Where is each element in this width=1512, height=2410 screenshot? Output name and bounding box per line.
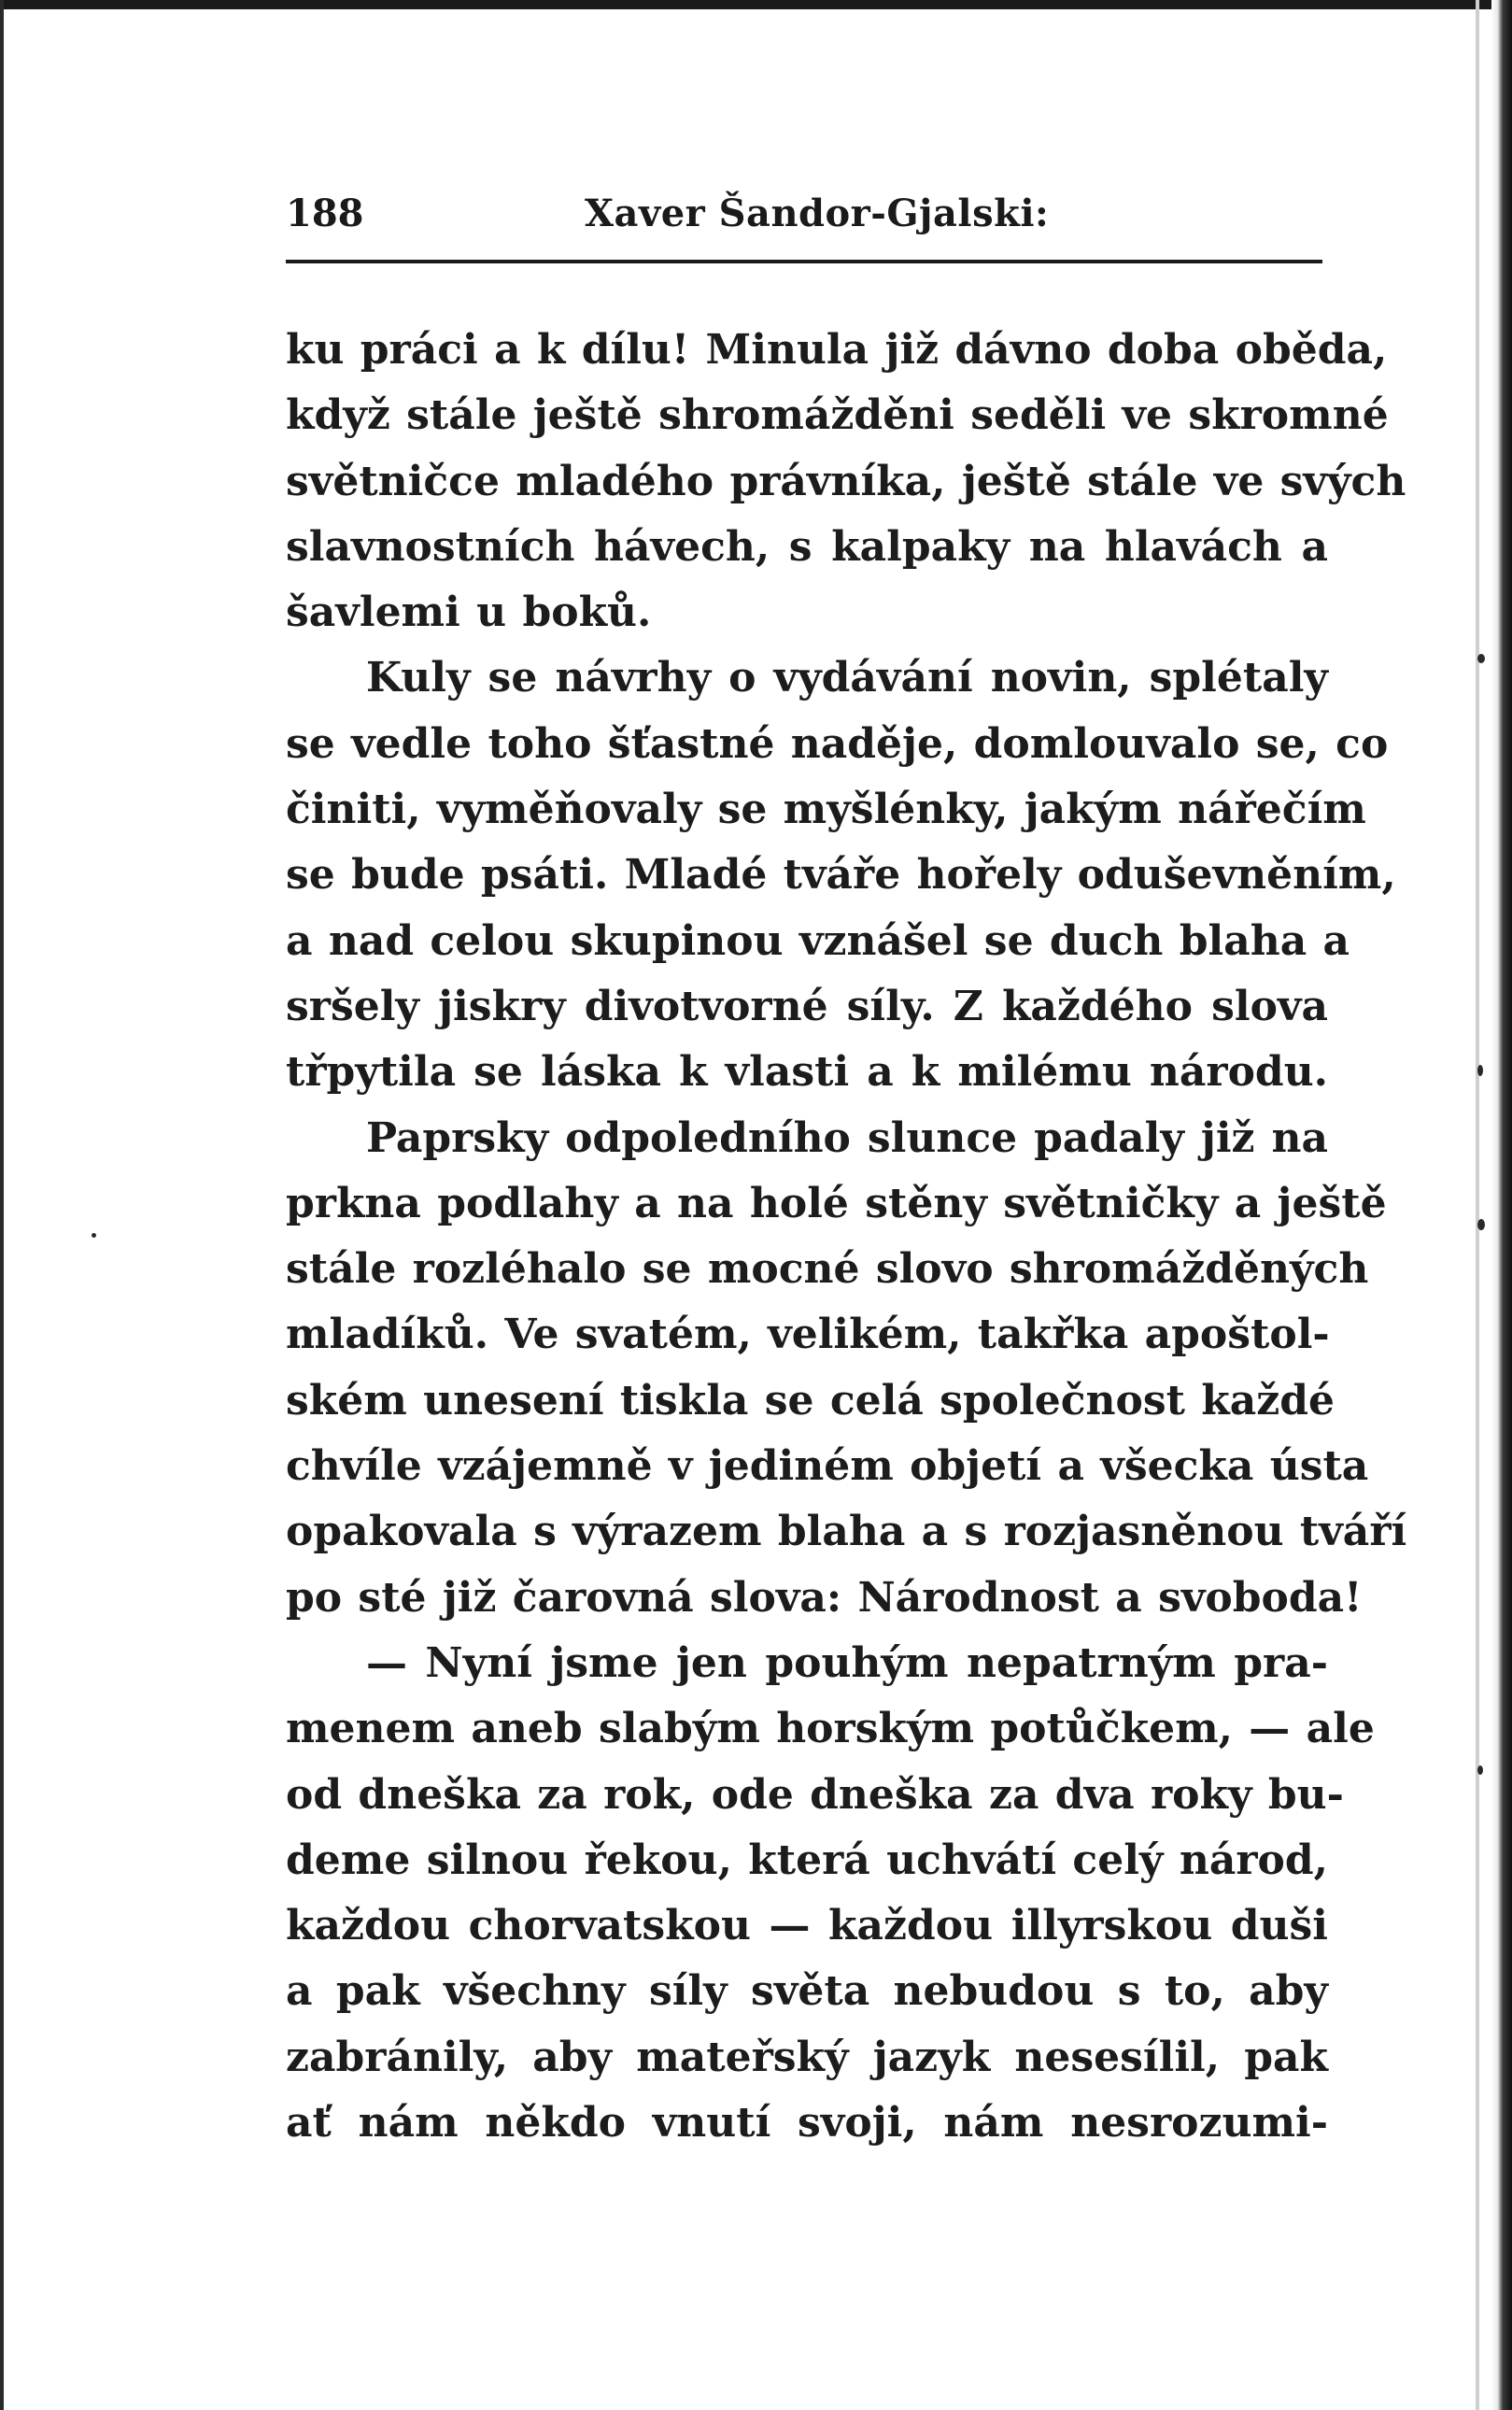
text-line: se vedle toho šťastné naděje, domlouvalo se, co xyxy=(286,719,1389,768)
text-line: Kuly se návrhy o vydávání novin, splétaly xyxy=(366,654,1328,702)
body-text xyxy=(286,318,1407,2156)
page-header xyxy=(286,191,1322,248)
scan-left-edge xyxy=(0,0,4,2410)
text-line: chvíle vzájemně v jediném objetí a všecka ústa xyxy=(286,1442,1369,1491)
text-line: šavlemi u boků. xyxy=(286,588,652,637)
text-line: třpytila se láska k vlasti a k milému národu. xyxy=(286,1048,1328,1097)
text-line: sršely jiskry divotvorné síly. Z každého slova xyxy=(286,982,1328,1030)
page-number: 188 xyxy=(286,191,364,235)
text-line: když stále ještě shromážděni seděli ve skromné xyxy=(286,391,1389,440)
text-line: slavnostních hávech, s kalpaky na hlavách a xyxy=(286,522,1328,571)
scan-speck xyxy=(92,1233,96,1238)
running-head: Xaver Šandor-Gjalski: xyxy=(585,191,1050,235)
text-line: menem aneb slabým horským potůčkem, — ale xyxy=(286,1705,1375,1753)
scan-speck xyxy=(1477,1765,1483,1775)
scan-speck xyxy=(1477,1065,1483,1076)
scan-right-strip xyxy=(1476,0,1479,2410)
header-rule xyxy=(286,260,1322,263)
text-line: stále rozléhalo se mocné slovo shromážděných xyxy=(286,1245,1369,1294)
scan-right-edge xyxy=(1491,0,1512,2410)
scan-speck xyxy=(1477,654,1485,663)
text-line: ku práci a k dílu! Minula již dávno doba oběda, xyxy=(286,326,1388,374)
text-line: od dneška za rok, ode dneška za dva roky bu- xyxy=(286,1770,1344,1819)
text-line: zabránily, aby mateřský jazyk nesesílil, pak xyxy=(286,2033,1328,2081)
text-line: — Nyní jsme jen pouhým nepatrným pra- xyxy=(366,1638,1328,1687)
text-line: mladíků. Ve svatém, velikém, takřka apoštol- xyxy=(286,1311,1330,1359)
text-line: ať nám někdo vnutí svoji, nám nesrozumi- xyxy=(286,2099,1328,2148)
text-line: činiti, vyměňovaly se myšlénky, jakým nářečím xyxy=(286,786,1366,834)
text-line: prkna podlahy a na holé stěny světničky a ještě xyxy=(286,1179,1387,1227)
text-line: a nad celou skupinou vznášel se duch blaha a xyxy=(286,916,1350,965)
text-line: Paprsky odpoledního slunce padaly již na xyxy=(366,1113,1328,1162)
text-line: opakovala s výrazem blaha a s rozjasněnou tváří xyxy=(286,1508,1407,1556)
text-line: po sté již čarovná slova: Národnost a svoboda! xyxy=(286,1573,1363,1622)
text-line: a pak všechny síly světa nebudou s to, aby xyxy=(286,1967,1328,2016)
text-line: se bude psáti. Mladé tváře hořely oduševněním, xyxy=(286,851,1396,900)
text-line: každou chorvatskou — každou illyrskou duši xyxy=(286,1902,1328,1950)
scan-top-edge xyxy=(0,0,1512,9)
text-line: ském unesení tiskla se celá společnost každé xyxy=(286,1376,1335,1425)
scan-speck xyxy=(1477,1219,1485,1230)
text-line: světničce mladého právníka, ještě stále ve svých xyxy=(286,457,1406,505)
text-line: deme silnou řekou, která uchvátí celý národ, xyxy=(286,1836,1328,1884)
